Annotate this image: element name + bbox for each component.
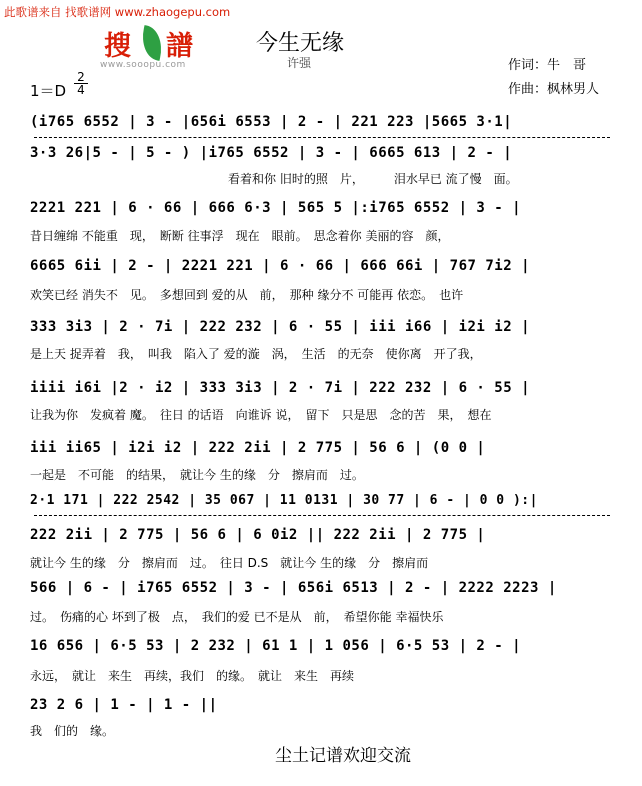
lyric-row: 一起是 不可能 的结果， 就让今 生的缘 分 擦肩而 过。 [30, 468, 364, 482]
notation-row: 16 656 | 6·5 53 | 2 232 | 61 1 | 1 056 | 6·5 53 | 2 - | [30, 638, 522, 654]
score-divider [34, 515, 610, 516]
lyric-row: 是上天 捉弄着 我， 叫我 陷入了 爱的漩 涡， 生活 的无奈 使你离 开了我， [30, 347, 482, 361]
lyricist-credit: 作词：牛 哥 [508, 58, 587, 73]
song-title: 今生无缘 [256, 31, 345, 56]
lyric-row: 让我为你 发疯着 魔。 往日 的话语 向谁诉 说， 留下 只是思 念的苦 果， 想在 [30, 408, 492, 422]
composer-credit: 作曲：枫林男人 [508, 82, 600, 97]
notation-row: 23 2 6 | 1 - | 1 - || [30, 697, 218, 713]
lyric-row: 欢笑已经 消失不 见。 多想回到 爱的从 前， 那种 缘分不 可能再 依恋。 也许 [30, 288, 464, 302]
logo-text-left: 搜 [104, 31, 133, 62]
lyric-row: 永远， 就让 来生 再续，我们 的缘。 就让 来生 再续 [30, 669, 355, 683]
time-signature [74, 71, 88, 96]
leaf-icon [138, 25, 166, 61]
notation-row: 566 | 6 - | i765 6552 | 3 - | 656i 6513 | 2 - | 2222 2223 | [30, 580, 557, 596]
logo-url: www.sooopu.com [100, 60, 186, 70]
notation-row: 222 2ii | 2 775 | 56 6 | 6 0i2 || 222 2ii | 2 775 | [30, 527, 486, 543]
footer-note: 尘土记谱欢迎交流 [275, 746, 411, 766]
notation-row: 2221 221 | 6 · 66 | 666 6·3 | 565 5 |:i765 6552 | 3 - | [30, 200, 522, 216]
notation-row: 2·1 171 | 222 2542 | 35 067 | 11 0131 | 30 77 | 6 - | 0 0 ):| [30, 493, 538, 508]
score-divider [34, 137, 610, 138]
logo-text-right: 譜 [166, 31, 193, 62]
notation-row: iii ii65 | i2i i2 | 222 2ii | 2 775 | 56 6 | (0 0 | [30, 440, 486, 456]
lyric-row: 昔日缠绵 不能重 现， 断断 往事浮 现在 眼前。 思念着你 美丽的容 颜， [30, 229, 450, 243]
notation-row: 6665 6ii | 2 - | 2221 221 | 6 · 66 | 666 66i | 767 7i2 | [30, 258, 531, 274]
notation-row: (i765 6552 | 3 - |656i 6553 | 2 - | 221 223 |5665 3·1| [30, 114, 513, 130]
lyric-row: 我 们的 缘。 [30, 724, 115, 738]
key-signature: 1＝D [30, 82, 67, 100]
lyric-row: 看着和你 旧时的照 片， 泪水早已 流了慢 面。 [228, 172, 518, 186]
time-denominator: 4 [77, 83, 85, 97]
site-banner: 此歌谱来自 找歌谱网 www.zhaogepu.com [4, 5, 231, 19]
notation-row: 333 3i3 | 2 · 7i | 222 232 | 6 · 55 | iii i66 | i2i i2 | [30, 319, 531, 335]
notation-row: iiii i6i |2 · i2 | 333 3i3 | 2 · 7i | 222 232 | 6 · 55 | [30, 380, 531, 396]
lyric-row: 就让今 生的缘 分 擦肩而 过。 往日 D.S 就让今 生的缘 分 擦肩而 [30, 556, 429, 570]
site-logo [104, 24, 214, 64]
lyric-row: 过。 伤痛的心 坏到了极 点， 我们的爱 已不是从 前， 希望你能 幸福快乐 [30, 610, 444, 624]
singer-name: 许强 [287, 56, 312, 70]
time-numerator: 2 [74, 71, 88, 84]
notation-row: 3·3 26|5 - | 5 - ) |i765 6552 | 3 - | 6665 613 | 2 - | [30, 145, 513, 161]
